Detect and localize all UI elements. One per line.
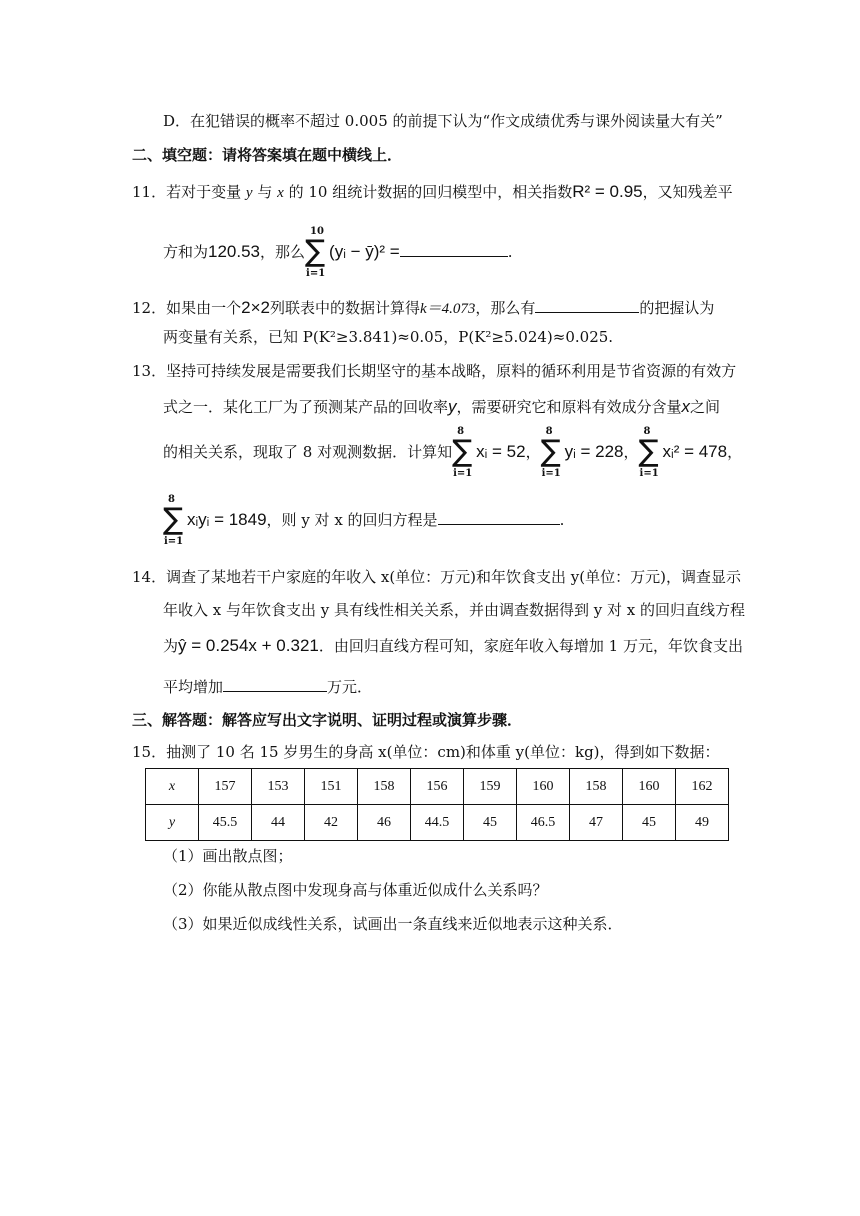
- question-number: 13．: [132, 362, 167, 380]
- table-cell: 157: [199, 769, 252, 805]
- question-11-line-1: 11．若对于变量 y 与 x 的 10 组统计数据的回归模型中，相关指数R² = 0.95，又知残差平: [132, 182, 733, 201]
- answer-blank[interactable]: [223, 676, 327, 692]
- table-cell: 153: [252, 769, 305, 805]
- answer-blank[interactable]: [400, 241, 508, 257]
- r-squared-formula: R² = 0.95: [572, 182, 643, 201]
- sum-y: yᵢ = 228: [564, 442, 624, 461]
- table-cell: 151: [305, 769, 358, 805]
- table-cell: 159: [464, 769, 517, 805]
- sum-x: xᵢ = 52: [476, 442, 526, 461]
- sigma-icon: 10 ∑ i=1: [305, 226, 326, 279]
- question-14-line-3: 为ŷ = 0.254x + 0.321．由回归直线方程可知，家庭年收入每增加 1 万元，年饮食支出: [163, 636, 743, 655]
- table-cell: 45: [464, 805, 517, 841]
- table-cell: 44: [252, 805, 305, 841]
- section-2-heading: 二、填空题：请将答案填在题中横线上．: [132, 146, 403, 164]
- sum-xy: xᵢyᵢ = 1849: [187, 510, 267, 529]
- table-cell: 46: [358, 805, 411, 841]
- variance-expression: (yᵢ − ȳ)² =: [329, 242, 400, 261]
- question-11-line-2: 方和为120.53，那么 10 ∑ i=1 (yᵢ − ȳ)² = .: [163, 226, 513, 279]
- table-cell: 156: [411, 769, 464, 805]
- table-cell: 160: [623, 769, 676, 805]
- question-15-part-2: （2）你能从散点图中发现身高与体重近似成什么关系吗？: [163, 881, 548, 899]
- table-cell: 158: [570, 769, 623, 805]
- question-number: 15．: [132, 743, 167, 761]
- question-14-line-4: 平均增加 万元．: [163, 678, 373, 696]
- question-14-line-2: 年收入 x 与年饮食支出 y 具有线性相关关系，并由调查数据得到 y 对 x 的回归直线方程: [163, 601, 746, 619]
- regression-equation: ŷ = 0.254x + 0.321: [178, 636, 319, 655]
- question-12-line-1: 12．如果由一个2×2列联表中的数据计算得k＝4.073，那么有 的把握认为: [132, 298, 715, 317]
- answer-blank[interactable]: [535, 297, 639, 313]
- table-cell: 162: [676, 769, 729, 805]
- question-number: 11．: [132, 183, 167, 201]
- table-cell: 158: [358, 769, 411, 805]
- table-cell: 47: [570, 805, 623, 841]
- section-3-heading: 三、解答题：解答应写出文字说明、证明过程或演算步骤．: [132, 711, 523, 729]
- answer-blank[interactable]: [438, 509, 560, 525]
- table-cell: 46.5: [517, 805, 570, 841]
- table-cell: 160: [517, 769, 570, 805]
- question-number: 12．: [132, 299, 167, 317]
- question-13-line-1: 13．坚持可持续发展是需要我们长期坚守的基本战略，原料的循环利用是节省资源的有效方: [132, 362, 737, 380]
- question-12-line-2: 两变量有关系，已知 P(K²≥3.841)≈0.05，P(K²≥5.024)≈0.025.: [163, 328, 614, 346]
- sigma-icon: 8 ∑ i=1: [540, 426, 561, 479]
- height-weight-table: [145, 768, 729, 841]
- table-cell: 45.5: [199, 805, 252, 841]
- table-cell: 45: [623, 805, 676, 841]
- sigma-icon: 8 ∑ i=1: [163, 494, 184, 547]
- question-13-line-3: 的相关关系，现取了 8 对观测数据．计算知 8 ∑ i=1 xᵢ = 52， 8 ∑ i=1 yᵢ = 228， 8 ∑ i=1 xᵢ² = 478，: [163, 426, 743, 479]
- table-header-y: y: [146, 805, 199, 841]
- sigma-icon: 8 ∑ i=1: [638, 426, 659, 479]
- question-15-part-3: （3）如果近似成线性关系，试画出一条直线来近似地表示这种关系．: [163, 915, 623, 933]
- question-13-line-4: 8 ∑ i=1 xᵢyᵢ = 1849，则 y 对 x 的回归方程是 .: [163, 494, 565, 547]
- question-15-part-1: （1）画出散点图；: [163, 847, 293, 865]
- table-cell: 49: [676, 805, 729, 841]
- option-d: D．在犯错误的概率不超过 0.005 的前提下认为“作文成绩优秀与课外阅读量大有关”: [163, 112, 723, 130]
- table-cell: 44.5: [411, 805, 464, 841]
- table-row: [146, 805, 729, 841]
- sum-x-squared: xᵢ² = 478: [662, 442, 728, 461]
- sigma-icon: 8 ∑ i=1: [452, 426, 473, 479]
- table-header-x: x: [146, 769, 199, 805]
- question-number: 14．: [132, 568, 167, 586]
- question-15-intro: 15．抽测了 10 名 15 岁男生的身高 x(单位：cm)和体重 y(单位：kg)，得到如下数据：: [132, 743, 720, 761]
- question-14-line-1: 14．调查了某地若干户家庭的年收入 x(单位：万元)和年饮食支出 y(单位：万元)，调查显示: [132, 568, 741, 586]
- question-13-line-2: 式之一．某化工厂为了预测某产品的回收率y，需要研究它和原料有效成分含量x之间: [163, 397, 721, 416]
- table-row: [146, 769, 729, 805]
- table-cell: 42: [305, 805, 358, 841]
